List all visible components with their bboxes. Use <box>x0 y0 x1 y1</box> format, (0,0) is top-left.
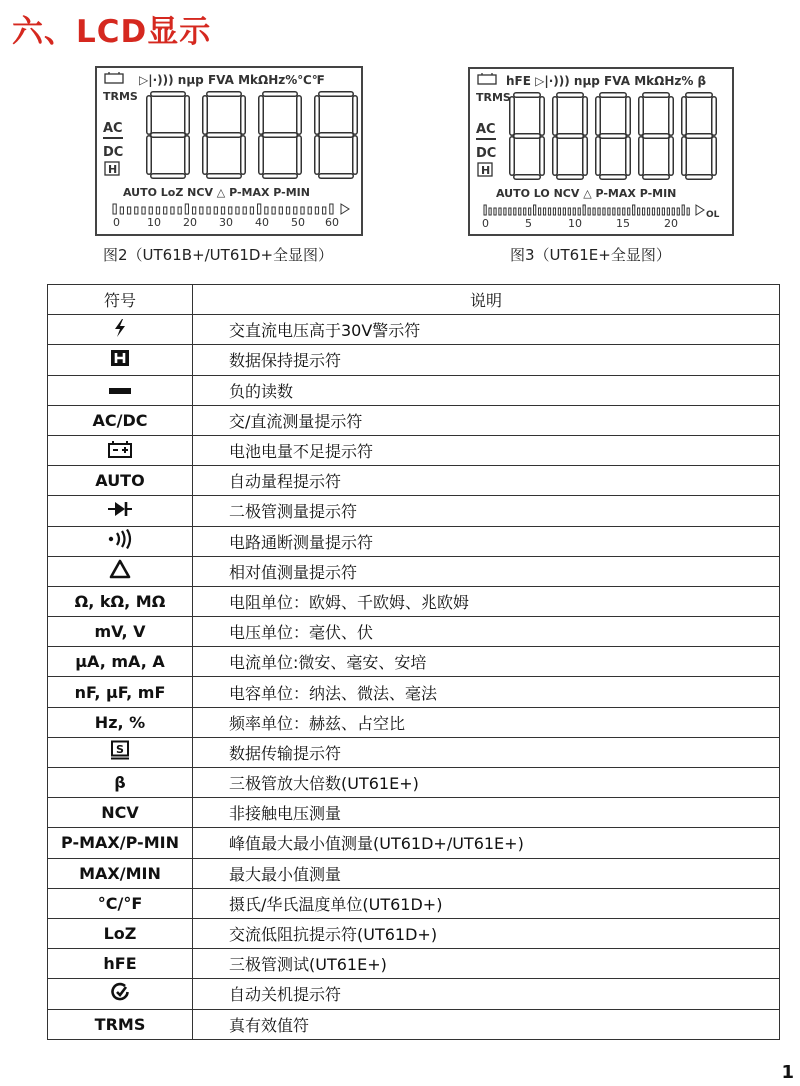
bar-segment <box>583 205 585 215</box>
symbol-cell <box>48 375 193 405</box>
bar-segment <box>499 208 501 215</box>
description-cell: 电池电量不足提示符 <box>193 435 780 465</box>
transfer-icon <box>110 740 130 764</box>
bar-segment <box>236 207 239 214</box>
bar-segment <box>301 207 304 214</box>
symbol-text: AC/DC <box>92 410 148 430</box>
auto-off-icon <box>110 982 130 1006</box>
description-cell: 三极管测试(UT61E+) <box>193 949 780 979</box>
description-cell: 摄氏/华氏温度单位(UT61D+) <box>193 888 780 918</box>
lcd3-scale-10: 10 <box>568 217 582 230</box>
symbol-cell <box>48 768 193 798</box>
symbol-text: °C/°F <box>97 893 143 913</box>
table-row <box>48 918 780 948</box>
table-row <box>48 586 780 616</box>
bar-segment <box>613 208 615 215</box>
bar-segment <box>514 208 516 215</box>
lcd3-trms: TRMS <box>476 91 511 104</box>
table-row <box>48 345 780 375</box>
bar-segment <box>623 208 625 215</box>
bar-arrow <box>696 205 704 215</box>
symbol-cell <box>48 556 193 586</box>
bar-segment <box>286 207 289 214</box>
table-row <box>48 466 780 496</box>
header-symbol: 符号 <box>48 285 193 315</box>
bar-segment <box>494 208 496 215</box>
bar-segment <box>272 207 275 214</box>
bar-segment <box>243 207 246 214</box>
symbol-text: mV, V <box>94 622 146 642</box>
lcd2-dc: DC <box>103 145 124 160</box>
figure-2-caption: 图2（UT61B+/UT61D+全显图） <box>103 246 334 264</box>
bar-segment <box>120 207 123 214</box>
symbol-cell <box>48 435 193 465</box>
bar-segment <box>171 207 174 214</box>
symbol-cell <box>48 586 193 616</box>
description-cell: 电容单位：纳法、微法、毫法 <box>193 677 780 707</box>
symbol-cell <box>48 405 193 435</box>
description-cell: 电路通断测量提示符 <box>193 526 780 556</box>
description-cell: 真有效值符 <box>193 1009 780 1039</box>
bar-segment <box>519 208 521 215</box>
lcd2-scale-60: 60 <box>325 216 339 229</box>
lcd2-ac: AC <box>103 121 123 136</box>
diode-icon <box>107 500 133 522</box>
lcd3-ac: AC <box>476 122 496 137</box>
description-cell: 相对值测量提示符 <box>193 556 780 586</box>
lcd3-bottom-row: AUTO LO NCV △ P-MAX P-MIN <box>496 187 677 200</box>
table-row <box>48 768 780 798</box>
table-row <box>48 647 780 677</box>
bar-segment <box>484 205 486 215</box>
bar-segment <box>192 207 195 214</box>
symbol-text: Ω, kΩ, MΩ <box>74 591 166 611</box>
description-cell: 电阻单位：欧姆、千欧姆、兆欧姆 <box>193 586 780 616</box>
symbol-cell <box>48 737 193 767</box>
lcd2-scale-30: 30 <box>219 216 233 229</box>
bar-segment <box>628 208 630 215</box>
bar-segment <box>598 208 600 215</box>
symbol-cell <box>48 949 193 979</box>
table-row <box>48 858 780 888</box>
lcd2-scale-20: 20 <box>183 216 197 229</box>
bar-segment <box>509 208 511 215</box>
lcd2-trms: TRMS <box>103 90 138 103</box>
description-cell: 负的读数 <box>193 375 780 405</box>
bar-segment <box>588 208 590 215</box>
description-cell: 峰值最大最小值测量(UT61D+/UT61E+) <box>193 828 780 858</box>
bar-segment <box>543 208 545 215</box>
bar-segment <box>662 208 664 215</box>
description-cell: 数据传输提示符 <box>193 737 780 767</box>
symbol-text: Hz, % <box>94 712 146 732</box>
bar-segment <box>258 204 261 214</box>
lcd3-hold: H <box>481 164 491 177</box>
symbol-cell <box>48 798 193 828</box>
continuity-icon <box>106 529 134 553</box>
table-row <box>48 435 780 465</box>
bar-segment <box>185 204 188 214</box>
bar-segment <box>603 208 605 215</box>
lcd-full-display-2 <box>97 68 361 234</box>
minus-icon <box>108 381 132 400</box>
bar-segment <box>524 208 526 215</box>
symbol-cell <box>48 345 193 375</box>
lcd2-scale-50: 50 <box>291 216 305 229</box>
bar-segment <box>330 204 333 214</box>
bar-segment <box>315 207 318 214</box>
lcd-figure-ut61e <box>468 67 734 236</box>
bar-segment <box>553 208 555 215</box>
bar-segment <box>214 207 217 214</box>
symbol-cell <box>48 828 193 858</box>
lcd2-top-row: ▷|·))) nµp FVA MkΩHz%℃℉ <box>139 73 325 87</box>
bar-segment <box>127 207 130 214</box>
header-description: 说明 <box>193 285 780 315</box>
bar-segment <box>638 208 640 215</box>
symbol-cell <box>48 617 193 647</box>
description-cell: 交/直流测量提示符 <box>193 405 780 435</box>
bar-segment <box>200 207 203 214</box>
bar-segment <box>250 207 253 214</box>
bar-segment <box>608 208 610 215</box>
lcd-figure-ut61b-ut61d <box>95 66 363 236</box>
description-cell: 数据保持提示符 <box>193 345 780 375</box>
bar-segment <box>221 207 224 214</box>
bar-segment <box>323 207 326 214</box>
bar-segment <box>279 207 282 214</box>
symbol-cell <box>48 918 193 948</box>
bar-segment <box>647 208 649 215</box>
page-number: 1 <box>781 1062 794 1083</box>
bar-segment <box>677 208 679 215</box>
hold-icon <box>110 349 130 371</box>
description-cell: 交流低阻抗提示符(UT61D+) <box>193 918 780 948</box>
bar-segment <box>538 208 540 215</box>
symbol-text: MAX/MIN <box>79 863 161 883</box>
description-cell: 三极管放大倍数(UT61E+) <box>193 768 780 798</box>
symbol-text: hFE <box>103 954 137 974</box>
symbol-text: µA, mA, A <box>75 652 165 672</box>
lcd3-top-row: hFE ▷|·))) nµp FVA MkΩHz% β <box>506 74 707 88</box>
table-row <box>48 617 780 647</box>
description-cell: 电压单位：毫伏、伏 <box>193 617 780 647</box>
symbol-table <box>47 284 780 1040</box>
bar-segment <box>548 208 550 215</box>
lightning-icon <box>113 318 127 342</box>
table-row <box>48 888 780 918</box>
lcd2-bottom-row: AUTO LoZ NCV △ P-MAX P-MIN <box>123 186 310 199</box>
description-cell: 电流单位:微安、毫安、安培 <box>193 647 780 677</box>
lcd2-scale-40: 40 <box>255 216 269 229</box>
lcd3-dc: DC <box>476 146 497 161</box>
bar-segment <box>633 205 635 215</box>
symbol-text: P-MAX/P-MIN <box>61 833 179 853</box>
bar-segment <box>149 207 152 214</box>
bar-segment <box>265 207 268 214</box>
lcd3-scale-15: 15 <box>616 217 630 230</box>
bar-segment <box>156 207 159 214</box>
bar-segment <box>294 207 297 214</box>
bar-segment <box>682 205 684 215</box>
table-row <box>48 949 780 979</box>
table-row <box>48 375 780 405</box>
lcd3-scale-ol: OL <box>706 210 720 220</box>
bar-segment <box>672 208 674 215</box>
delta-icon <box>109 559 131 583</box>
lcd2-scale-10: 10 <box>147 216 161 229</box>
lcd3-scale-20: 20 <box>664 217 678 230</box>
table-row <box>48 979 780 1009</box>
lcd2-hold: H <box>108 163 118 176</box>
table-row <box>48 1009 780 1039</box>
bar-segment <box>207 207 210 214</box>
bar-segment <box>489 208 491 215</box>
symbol-cell <box>48 496 193 526</box>
battery-icon <box>107 439 133 463</box>
bar-segment <box>529 208 531 215</box>
table-row <box>48 677 780 707</box>
lcd2-scale-0: 0 <box>113 216 120 229</box>
description-cell: 频率单位：赫兹、占空比 <box>193 707 780 737</box>
description-cell: 自动关机提示符 <box>193 979 780 1009</box>
bar-segment <box>657 208 659 215</box>
bar-segment <box>178 207 181 214</box>
symbol-cell <box>48 677 193 707</box>
bar-segment <box>558 208 560 215</box>
table-row <box>48 315 780 345</box>
bar-segment <box>142 207 145 214</box>
bar-segment <box>563 208 565 215</box>
bar-segment <box>308 207 311 214</box>
table-row <box>48 526 780 556</box>
symbol-cell <box>48 979 193 1009</box>
bar-segment <box>642 208 644 215</box>
description-cell: 二极管测量提示符 <box>193 496 780 526</box>
bar-segment <box>504 208 506 215</box>
svg-text:S: S <box>116 743 124 757</box>
table-row <box>48 405 780 435</box>
lcd-full-display-3 <box>470 69 732 234</box>
bar-segment <box>652 208 654 215</box>
table-row <box>48 496 780 526</box>
bar-segment <box>135 207 138 214</box>
bar-segment <box>113 204 116 214</box>
bar-segment <box>573 208 575 215</box>
symbol-text: β <box>114 773 126 793</box>
bar-segment <box>164 207 167 214</box>
lcd3-scale-0: 0 <box>482 217 489 230</box>
symbol-text: nF, µF, mF <box>74 682 166 702</box>
symbol-cell <box>48 466 193 496</box>
symbol-text: AUTO <box>95 471 145 491</box>
symbol-cell <box>48 1009 193 1039</box>
symbol-cell <box>48 526 193 556</box>
bar-segment <box>534 205 536 215</box>
lcd3-scale-5: 5 <box>525 217 532 230</box>
section-heading: 六、LCD显示 <box>12 14 212 50</box>
symbol-cell <box>48 315 193 345</box>
bar-segment <box>667 208 669 215</box>
table-row <box>48 828 780 858</box>
symbol-cell <box>48 707 193 737</box>
bar-segment <box>578 208 580 215</box>
bar-segment <box>593 208 595 215</box>
symbol-cell <box>48 858 193 888</box>
table-header-row <box>48 285 780 315</box>
bar-segment <box>229 207 232 214</box>
bar-segment <box>687 208 689 215</box>
description-cell: 最大最小值测量 <box>193 858 780 888</box>
table-row <box>48 737 780 767</box>
description-cell: 交直流电压高于30V警示符 <box>193 315 780 345</box>
symbol-text: LoZ <box>103 924 137 944</box>
symbol-cell <box>48 647 193 677</box>
table-row <box>48 798 780 828</box>
figure-3-caption: 图3（UT61E+全显图） <box>510 246 671 264</box>
table-row <box>48 556 780 586</box>
symbol-text: TRMS <box>94 1014 146 1034</box>
description-cell: 自动量程提示符 <box>193 466 780 496</box>
bar-segment <box>568 208 570 215</box>
bar-segment <box>618 208 620 215</box>
bar-arrow <box>341 204 349 214</box>
description-cell: 非接触电压测量 <box>193 798 780 828</box>
symbol-text: NCV <box>101 803 139 823</box>
symbol-cell <box>48 888 193 918</box>
table-row <box>48 707 780 737</box>
